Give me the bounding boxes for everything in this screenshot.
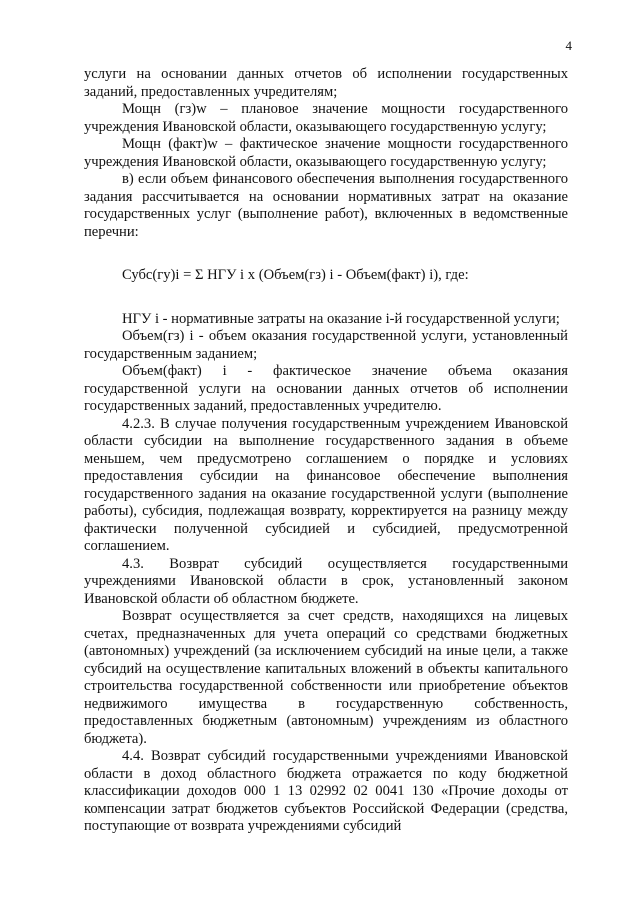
- paragraph-continuation: услуги на основании данных отчетов об исполнении государственных заданий, предоставленных учредителям;: [84, 66, 568, 100]
- subsidy-formula: Субс(гу)i = Σ НГУ i х (Объем(гз) i - Объем(факт) i), где:: [122, 267, 469, 283]
- paragraph-4-2-3: 4.2.3. В случае получения государственным учреждением Ивановской области субсидии на выполнение государственного задания в объеме меньшем, чем предусмотрено соглашением о порядке и условиях предоставления субсидии на финансовое обеспечение выполнения государственного задания на оказание государственной услуги (выполнение работы), субсидия, подлежащая возврату, корректируется на разницу между фактически полученной субсидией и субсидией, предусмотренной соглашением.: [84, 415, 568, 554]
- page-number: 4: [565, 38, 572, 53]
- document-body: [84, 66, 568, 836]
- paragraph-planned-volume: Объем(гз) i - объем оказания государственной услуги, установленный государственным заданием;: [84, 328, 568, 362]
- paragraph-ngu-definition: НГУ i - нормативные затраты на оказание i-й государственной услуги;: [122, 310, 560, 327]
- paragraph-planned-capacity: Мощн (гз)w – плановое значение мощности государственного учреждения Ивановской области, оказывающего государственную услугу;: [84, 101, 568, 135]
- paragraph-return-funds: Возврат осуществляется за счет средств, находящихся на лицевых счетах, предназначенных для учета операций со средствами бюджетных (автономных) учреждений (за исключением субсидий на иные цели, а также субсидий на осуществление капитальных вложений в объекты капитального строительства государственной собственности или приобретение объектов недвижимого имущества в государственную собственность, предоставленных бюджетным (автономным) учреждениям из областного бюджета).: [84, 608, 568, 747]
- paragraph-actual-volume: Объем(факт) i - фактическое значение объема оказания государственной услуги на основании данных отчетов об исполнении государственных заданий, предоставленных учредителю.: [84, 363, 568, 414]
- paragraph-item-v: в) если объем финансового обеспечения выполнения государственного задания рассчитывается на основании нормативных затрат на оказание государственных услуг (выполнение работ), включенных в ведомственные перечни:: [84, 171, 568, 240]
- paragraph-actual-capacity: Мощн (факт)w – фактическое значение мощности государственного учреждения Ивановской области, оказывающего государственную услугу;: [84, 136, 568, 170]
- paragraph-4-4: 4.4. Возврат субсидий государственными учреждениями Ивановской области в доход областного бюджета отражается по коду бюджетной классификации доходов 000 1 13 02992 02 0041 130 «Прочие доходы от компенсации затрат бюджетов субъектов Российской Федерации (средства, поступающие от возврата учреждениями субсидий: [84, 748, 568, 834]
- paragraph-4-3: 4.3. Возврат субсидий осуществляется государственными учреждениями Ивановской области в срок, установленный законом Ивановской области об областном бюджете.: [84, 555, 568, 607]
